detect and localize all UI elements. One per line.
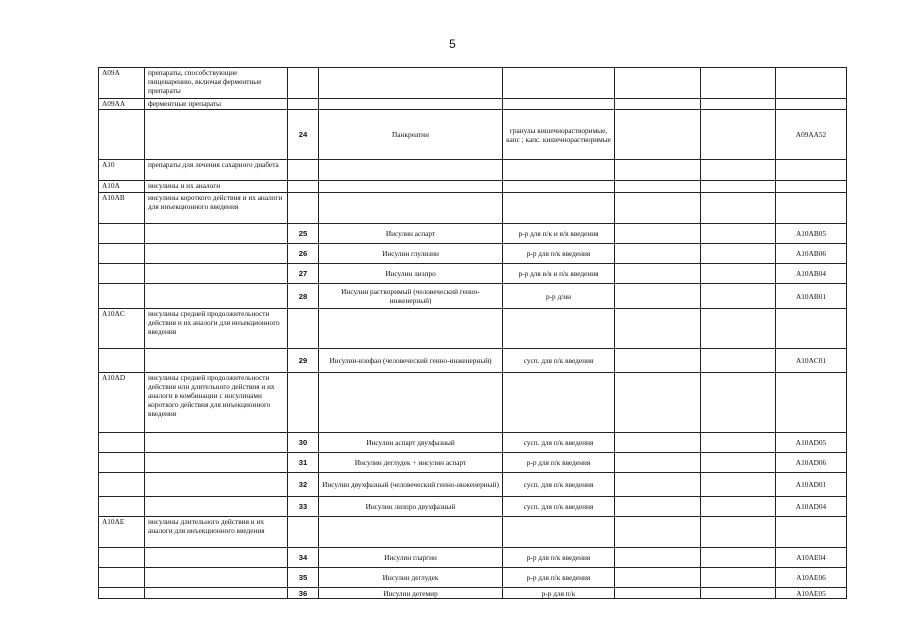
atc-group-name bbox=[145, 349, 288, 373]
atc-code: A09AA52 bbox=[776, 110, 847, 160]
empty-cell bbox=[701, 110, 776, 160]
table-row bbox=[99, 517, 847, 548]
atc-group-code: A09A bbox=[99, 68, 145, 99]
row-number bbox=[288, 373, 319, 433]
drug-name: Инсулин глулизин bbox=[319, 244, 503, 264]
empty-cell bbox=[701, 373, 776, 433]
table-row bbox=[99, 373, 847, 433]
dosage-form: р-р для п/к введения bbox=[503, 244, 615, 264]
table-row bbox=[99, 193, 847, 224]
atc-group-name: инсулины и их аналоги bbox=[145, 181, 288, 193]
atc-group-code bbox=[99, 433, 145, 453]
table-row bbox=[99, 284, 847, 309]
dosage-form bbox=[503, 160, 615, 181]
row-number bbox=[288, 99, 319, 110]
row-number bbox=[288, 517, 319, 548]
row-number bbox=[288, 160, 319, 181]
row-number bbox=[288, 181, 319, 193]
row-number: 35 bbox=[288, 568, 319, 588]
table-row bbox=[99, 110, 847, 160]
empty-cell bbox=[701, 244, 776, 264]
drug-name bbox=[319, 68, 503, 99]
atc-group-code bbox=[99, 568, 145, 588]
atc-group-code bbox=[99, 224, 145, 244]
table-row bbox=[99, 99, 847, 110]
atc-group-code bbox=[99, 110, 145, 160]
atc-group-name: инсулины средней продолжительности действия и их аналоги для инъекционного введения bbox=[145, 309, 288, 349]
drug-name bbox=[319, 373, 503, 433]
empty-cell bbox=[701, 497, 776, 517]
dosage-form: сусп. для п/к введения bbox=[503, 433, 615, 453]
drug-name: Инсулин деглудек bbox=[319, 568, 503, 588]
empty-cell bbox=[701, 193, 776, 224]
table-row bbox=[99, 224, 847, 244]
atc-group-name bbox=[145, 244, 288, 264]
table-row bbox=[99, 453, 847, 473]
empty-cell bbox=[615, 193, 701, 224]
atc-group-code bbox=[99, 244, 145, 264]
empty-cell bbox=[701, 588, 776, 599]
row-number: 32 bbox=[288, 473, 319, 497]
empty-cell bbox=[701, 284, 776, 309]
dosage-form: р-р для в/в и п/к введения bbox=[503, 264, 615, 284]
drug-name bbox=[319, 309, 503, 349]
dosage-form bbox=[503, 68, 615, 99]
atc-group-code bbox=[99, 264, 145, 284]
atc-code: A10AD05 bbox=[776, 433, 847, 453]
empty-cell bbox=[615, 181, 701, 193]
row-number: 27 bbox=[288, 264, 319, 284]
row-number: 30 bbox=[288, 433, 319, 453]
drug-name: Инсулин аспарт двухфазный bbox=[319, 433, 503, 453]
drug-name bbox=[319, 193, 503, 224]
empty-cell bbox=[615, 548, 701, 568]
drug-name: Инсулин-изофан (человеческий генно-инженерный) bbox=[319, 349, 503, 373]
page-number: 5 bbox=[449, 37, 456, 51]
dosage-form: р-р для п/к введения bbox=[503, 453, 615, 473]
empty-cell bbox=[615, 349, 701, 373]
empty-cell bbox=[615, 588, 701, 599]
empty-cell bbox=[701, 309, 776, 349]
atc-group-name bbox=[145, 588, 288, 599]
atc-group-name: инсулины длительного действия и их аналоги для инъекционного введения bbox=[145, 517, 288, 548]
atc-group-name bbox=[145, 453, 288, 473]
row-number: 34 bbox=[288, 548, 319, 568]
atc-code bbox=[776, 373, 847, 433]
dosage-form bbox=[503, 517, 615, 548]
empty-cell bbox=[615, 99, 701, 110]
atc-code bbox=[776, 68, 847, 99]
atc-code: A10AB01 bbox=[776, 284, 847, 309]
table-row bbox=[99, 473, 847, 497]
dosage-form: гранулы кишечнорастворимые, капс ; капс. кишечнорастворимые bbox=[503, 110, 615, 160]
row-number: 26 bbox=[288, 244, 319, 264]
empty-cell bbox=[615, 373, 701, 433]
atc-group-code: A10AC bbox=[99, 309, 145, 349]
row-number: 29 bbox=[288, 349, 319, 373]
empty-cell bbox=[615, 497, 701, 517]
dosage-form: р-р для п/к и в/в введения bbox=[503, 224, 615, 244]
dosage-form: сусп. для п/к введения bbox=[503, 349, 615, 373]
atc-group-name bbox=[145, 568, 288, 588]
atc-group-name bbox=[145, 473, 288, 497]
empty-cell bbox=[701, 224, 776, 244]
table-row bbox=[99, 181, 847, 193]
atc-code bbox=[776, 99, 847, 110]
atc-group-name: препараты, способствующие пищеварению, включая ферментные препараты bbox=[145, 68, 288, 99]
empty-cell bbox=[615, 244, 701, 264]
table-row bbox=[99, 264, 847, 284]
atc-group-code bbox=[99, 588, 145, 599]
atc-group-name: инсулины короткого действия и их аналоги для инъекционного введения bbox=[145, 193, 288, 224]
table-row bbox=[99, 349, 847, 373]
atc-group-name: ферментные препараты bbox=[145, 99, 288, 110]
atc-group-code bbox=[99, 284, 145, 309]
atc-code: A10AD06 bbox=[776, 453, 847, 473]
row-number: 31 bbox=[288, 453, 319, 473]
drug-name: Панкреатин bbox=[319, 110, 503, 160]
atc-code: A10AE04 bbox=[776, 548, 847, 568]
drug-name: Инсулин гларгин bbox=[319, 548, 503, 568]
row-number: 24 bbox=[288, 110, 319, 160]
atc-group-name: препараты для лечения сахарного диабета bbox=[145, 160, 288, 181]
drug-name: Инсулин детемир bbox=[319, 588, 503, 599]
atc-code bbox=[776, 517, 847, 548]
empty-cell bbox=[615, 284, 701, 309]
atc-group-name bbox=[145, 264, 288, 284]
atc-group-code: A10AB bbox=[99, 193, 145, 224]
atc-code bbox=[776, 160, 847, 181]
table-row bbox=[99, 160, 847, 181]
row-number: 33 bbox=[288, 497, 319, 517]
drug-name: Инсулин аспарт bbox=[319, 224, 503, 244]
empty-cell bbox=[701, 349, 776, 373]
table-row bbox=[99, 497, 847, 517]
atc-code: A10AB05 bbox=[776, 224, 847, 244]
atc-code: A10AE06 bbox=[776, 568, 847, 588]
drug-name: Инсулин двухфазный (человеческий генно-инженерный) bbox=[319, 473, 503, 497]
row-number bbox=[288, 193, 319, 224]
empty-cell bbox=[701, 433, 776, 453]
dosage-form bbox=[503, 309, 615, 349]
empty-cell bbox=[615, 568, 701, 588]
dosage-form bbox=[503, 373, 615, 433]
atc-group-name: инсулины средней продолжительности действия или длительного действия и их аналоги в комбинации с инсулинами короткого действия для инъекционного введения bbox=[145, 373, 288, 433]
atc-group-code bbox=[99, 453, 145, 473]
drug-name bbox=[319, 181, 503, 193]
drug-name bbox=[319, 99, 503, 110]
table-row bbox=[99, 433, 847, 453]
dosage-form: р-р для п/к введения bbox=[503, 568, 615, 588]
atc-group-name bbox=[145, 548, 288, 568]
row-number bbox=[288, 309, 319, 349]
dosage-form bbox=[503, 99, 615, 110]
empty-cell bbox=[701, 568, 776, 588]
atc-group-code bbox=[99, 473, 145, 497]
dosage-form: р-р для п/к bbox=[503, 588, 615, 599]
atc-code: A10AD01 bbox=[776, 473, 847, 497]
empty-cell bbox=[701, 181, 776, 193]
drug-name: Инсулин лизпро bbox=[319, 264, 503, 284]
atc-code bbox=[776, 309, 847, 349]
atc-group-code bbox=[99, 349, 145, 373]
table-row bbox=[99, 588, 847, 599]
table-row bbox=[99, 568, 847, 588]
table-row bbox=[99, 244, 847, 264]
drug-name: Инсулин деглудек + инсулин аспарт bbox=[319, 453, 503, 473]
empty-cell bbox=[701, 99, 776, 110]
empty-cell bbox=[615, 264, 701, 284]
empty-cell bbox=[615, 309, 701, 349]
drug-name: Инсулин лизпро двухфазный bbox=[319, 497, 503, 517]
empty-cell bbox=[701, 453, 776, 473]
empty-cell bbox=[615, 473, 701, 497]
empty-cell bbox=[701, 160, 776, 181]
atc-group-name bbox=[145, 284, 288, 309]
atc-code: A10AD04 bbox=[776, 497, 847, 517]
empty-cell bbox=[701, 548, 776, 568]
table-row bbox=[99, 68, 847, 99]
atc-group-code: A10 bbox=[99, 160, 145, 181]
atc-group-name bbox=[145, 497, 288, 517]
atc-code bbox=[776, 193, 847, 224]
dosage-form: сусп. для п/к введения bbox=[503, 473, 615, 497]
empty-cell bbox=[615, 433, 701, 453]
drug-list-table bbox=[98, 67, 847, 599]
atc-code: A10AC01 bbox=[776, 349, 847, 373]
empty-cell bbox=[615, 68, 701, 99]
empty-cell bbox=[701, 473, 776, 497]
empty-cell bbox=[701, 517, 776, 548]
empty-cell bbox=[701, 68, 776, 99]
atc-group-code bbox=[99, 497, 145, 517]
atc-group-name bbox=[145, 433, 288, 453]
atc-group-code: A10A bbox=[99, 181, 145, 193]
row-number: 28 bbox=[288, 284, 319, 309]
atc-code bbox=[776, 181, 847, 193]
dosage-form: сусп. для п/к введения bbox=[503, 497, 615, 517]
row-number: 25 bbox=[288, 224, 319, 244]
drug-name bbox=[319, 160, 503, 181]
empty-cell bbox=[615, 517, 701, 548]
dosage-form: р-р для п/к введения bbox=[503, 548, 615, 568]
table-row bbox=[99, 548, 847, 568]
row-number bbox=[288, 68, 319, 99]
table-row bbox=[99, 309, 847, 349]
atc-group-code: A09AA bbox=[99, 99, 145, 110]
empty-cell bbox=[615, 453, 701, 473]
atc-group-name bbox=[145, 110, 288, 160]
dosage-form: р-р д/ин bbox=[503, 284, 615, 309]
atc-group-name bbox=[145, 224, 288, 244]
dosage-form bbox=[503, 181, 615, 193]
row-number: 36 bbox=[288, 588, 319, 599]
atc-code: A10AB06 bbox=[776, 244, 847, 264]
atc-group-code: A10AD bbox=[99, 373, 145, 433]
atc-code: A10AB04 bbox=[776, 264, 847, 284]
atc-group-code bbox=[99, 548, 145, 568]
empty-cell bbox=[701, 264, 776, 284]
atc-code: A10AE05 bbox=[776, 588, 847, 599]
drug-name bbox=[319, 517, 503, 548]
empty-cell bbox=[615, 160, 701, 181]
atc-group-code: A10AE bbox=[99, 517, 145, 548]
empty-cell bbox=[615, 110, 701, 160]
dosage-form bbox=[503, 193, 615, 224]
empty-cell bbox=[615, 224, 701, 244]
drug-name: Инсулин растворимый (человеческий генно-инженерный) bbox=[319, 284, 503, 309]
